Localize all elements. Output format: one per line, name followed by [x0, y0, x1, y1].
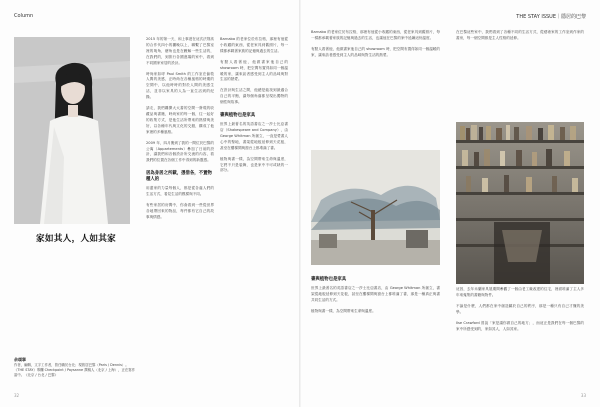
section-subhead: 書與植物也是家具: [311, 277, 347, 282]
portrait-illustration: [14, 37, 130, 224]
author-portrait: [14, 37, 130, 224]
article-headline: 家如其人，人如其家: [36, 234, 117, 244]
paragraph: 有點人看著他，他做書家他自己的 showroom 時，把空間布置得如同一個溫暖的家，讓來訪者感受到主人的品味與對生活的熱愛。: [220, 59, 288, 82]
paragraph: 不論是什麼，人們都在家中創造屬於自己的秩序，那是一種只有自己才懂的美學。: [456, 303, 584, 314]
bookshop-photo: [456, 122, 584, 284]
paragraph: 請走，我們離開大大書的空間一發現的收藏品與書籍，時尚家的每一個，往一起好的收集方式，是他生活所帶來的熱情與美好，以各種年代與文化的交錯，構成了他家裡的多種風格。: [146, 106, 214, 134]
bookshelf-illustration: [456, 122, 584, 284]
paragraph: 植物與書一樣，為空間帶來生命與溫度，它們不只是裝飾，也是家中不可或缺的一部分。: [220, 156, 288, 173]
right-column-2-bottom: [456, 287, 584, 337]
column-label: Column: [14, 13, 34, 19]
left-page: [0, 0, 299, 407]
paragraph: 有些家居的房間中，你會看到一些從世界各地帶回來的物品，每件都有它自己的故事與情感。: [146, 203, 214, 219]
paragraph: 2015 年的第一天，和上事遊在這次法則高的合作代四小的攝晚以上，聯繫了巴黎室裡的幾角，瞎角也是在瞭解一些生活的，在我們的，到旅行各國進場的家中，看到不同國家家居的設計。: [146, 37, 214, 65]
right-column-2-top: [456, 30, 584, 47]
right-column-1-top: [311, 30, 440, 64]
paragraph: 在巴黎這些家中，我們看到了各種不同的生活方式，從藝術家的工作室到作家的書房，每一個空間都是主人性格的延伸。: [456, 30, 584, 40]
paragraph: 世界上最著名的英語書店之一莎士比亞書店（Shakespeare and Company），由 George Whitman 所創立，一直是愛書人心中的聖地，書架從地板延伸到天花板，甚至在樓梯間與窗台上都堆滿了書。: [220, 122, 288, 150]
paragraph: Barnaba 的老家位於布拉格，那裡有他從小收藏的東西，從老家具到舊照片，每一樣都承載著家族的記憶與過去的生活。: [220, 37, 288, 53]
author-name: 余頌寧: [14, 357, 26, 362]
section-subhead: 居為身居之所載，憑借各，不置物種人的: [146, 171, 212, 183]
tree-interior-illustration: [311, 150, 440, 265]
tree-room-photo: [311, 150, 440, 265]
paragraph: 在設計與生活之間，他總是能找到最適合自己的平衡，讓每個角落都呈現出獨特的個性與故事。: [220, 88, 288, 105]
section-subhead: 書與植物也是家具: [220, 113, 256, 119]
issue-label: THE STAY ISSUE｜隱居的巴黎: [516, 14, 586, 20]
right-column-1-bottom: [311, 270, 440, 320]
author-bio: 作者，編輯，文字工作者，曾任職於台北；現旅居巴黎（Paris / Dennis）。《THE STAY》專欄 Checkpoint / Paysanne 撰稿人（北京 / 上海），正在寫作當中。《北京 / 台北 / 巴黎》: [14, 363, 135, 377]
page-number: 32: [14, 393, 20, 398]
paragraph: 世界上最著名的英語書店之一莎士比亞書店，由 George Whitman 所創立，書架從地板延伸到天花板，甚至在樓梯間與窗台上都堆滿了書，那是一種真正與書共同生活的方式。: [311, 286, 440, 302]
paragraph: 有點人看著他，他做書家他自己的 showroom 時，把空間布置得如同一個溫暖的家，讓來訪者感受到主人的品味與對生活的熱愛。: [311, 46, 440, 57]
paragraph: 這因，去年米蘭家具展期間參觀了一個由老工廠改建的住宅，裡面堆滿了主人多年來蒐集的書籍與物件。: [456, 287, 584, 297]
paragraph: 2009 年，四月搬到了我的一間位於巴黎的公寓（Appartements）參加了日前的設計，讓我們和各個設計所交流的內容，看我們的位置在各個工作中得到的新靈感。: [146, 140, 214, 163]
page-number: 33: [580, 393, 586, 398]
paragraph: Ilse Crawford 曾說「家是讓你做自己的地方」，而這正是我們在每一個巴黎的家中所感受到的，家如其人，人如其家。: [456, 320, 584, 331]
paragraph: 植物與書一樣，為空間帶來生命與溫度。: [311, 308, 376, 313]
left-column-1: [146, 37, 214, 226]
left-column-2: [220, 37, 288, 179]
paragraph: Barnaba 的老家位於布拉格，那裡有他從小收藏的東西，從老家具到舊照片，每一樣都承載著家族的記憶與過去的生活，也讓他在巴黎的家中延續這份溫度。: [311, 30, 440, 40]
paragraph: 時尚家如呼 Paul Smith 的工作室在倫敦人間的美感，正時尚在各種風格的時期的空間中，以他時時的對於人間的美感生活，並非以家具的人為一直生活到的紀錄。: [146, 71, 214, 100]
paragraph: 用盡家的力量每個人，都是從各處人們的生活方式，看見生活的模樣與不同。: [146, 186, 214, 197]
